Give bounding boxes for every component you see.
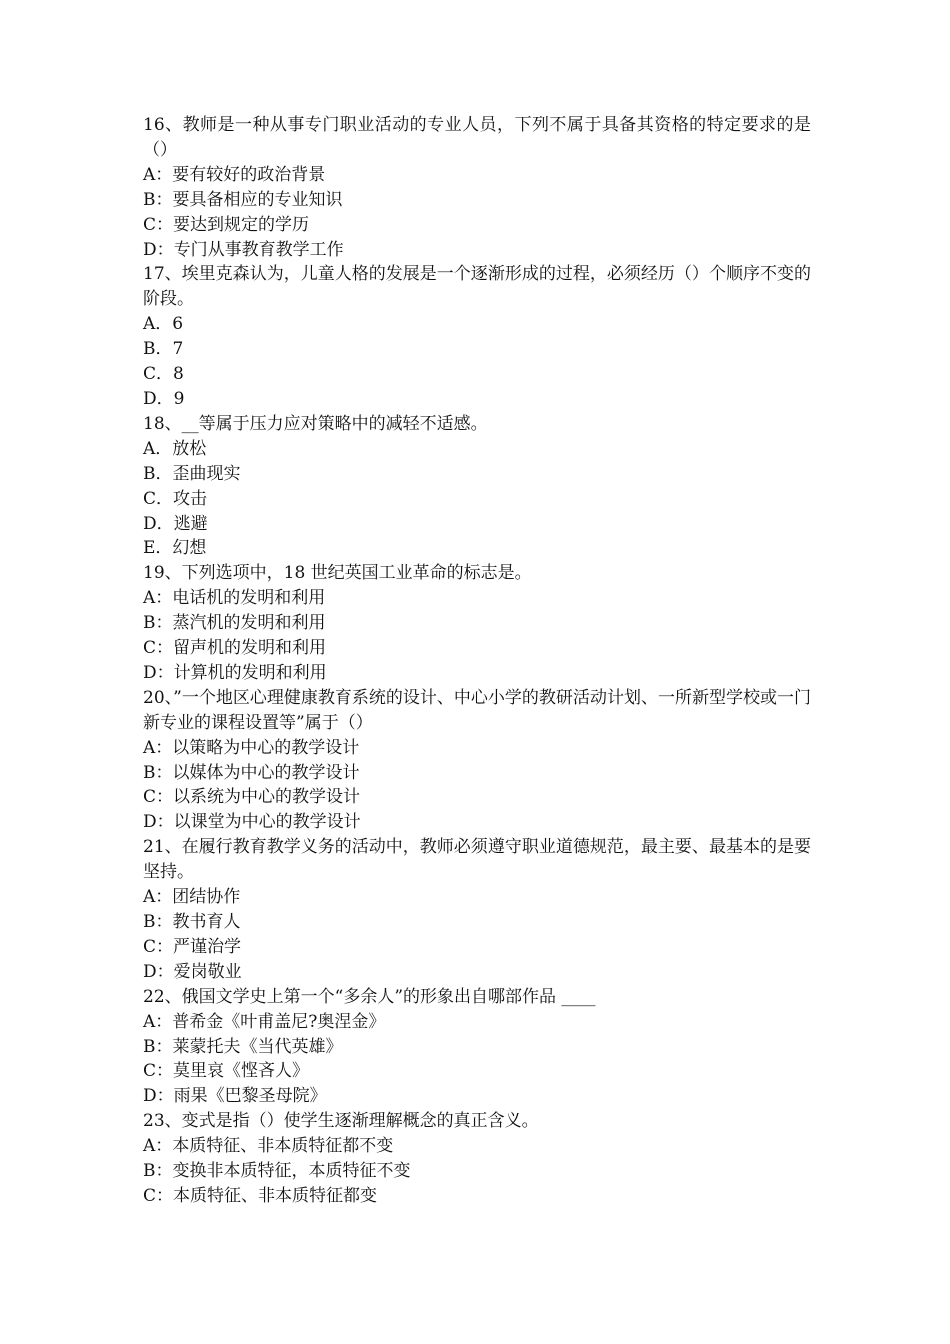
option-c: C：要达到规定的学历 [143, 214, 310, 235]
question-text: 18、__等属于压力应对策略中的减轻不适感。 [143, 413, 488, 434]
question-16 [143, 113, 811, 262]
question-19 [143, 561, 811, 686]
option-c: C．攻击 [143, 488, 208, 509]
option-a: A：以策略为中心的教学设计 [143, 737, 360, 758]
option-d: D：计算机的发明和利用 [143, 662, 327, 683]
option-list [143, 1134, 811, 1209]
option-a: A：要有较好的政治背景 [143, 164, 326, 185]
question-22 [143, 985, 811, 1110]
option-b: B．歪曲现实 [143, 463, 241, 484]
question-text: 19、下列选项中，18 世纪英国工业革命的标志是。 [143, 563, 532, 584]
question-23 [143, 1109, 811, 1209]
option-b: B：变换非本质特征，本质特征不变 [143, 1161, 411, 1182]
option-a: A：电话机的发明和利用 [143, 588, 326, 609]
option-list [143, 885, 811, 985]
option-b: B：蒸汽机的发明和利用 [143, 613, 326, 634]
option-list [143, 312, 811, 412]
question-21 [143, 835, 811, 984]
option-d: D：以课堂为中心的教学设计 [143, 812, 361, 833]
question-text: 16、教师是一种从事专门职业活动的专业人员，下列不属于具备其资格的特定要求的是（） [143, 115, 811, 160]
option-list [143, 586, 811, 686]
question-text: 20、”一个地区心理健康教育系统的设计、中心小学的教研活动计划、一所新型学校或一门新专业的课程设置等”属于（） [143, 687, 811, 733]
question-text: 23、变式是指（）使学生逐渐理解概念的真正含义。 [143, 1111, 539, 1132]
option-c: C：严谨治学 [143, 936, 242, 957]
option-a: A：普希金《叶甫盖尼?奥涅金》 [143, 1011, 386, 1032]
question-text: 21、在履行教育教学义务的活动中，教师必须遵守职业道德规范，最主要、最基本的是要坚持。 [143, 837, 811, 883]
option-c: C：莫里哀《悭吝人》 [143, 1061, 310, 1082]
option-list [143, 437, 811, 562]
option-a: A：本质特征、非本质特征都不变 [143, 1136, 394, 1157]
option-list [143, 736, 811, 836]
question-text: 22、俄国文学史上第一个“多余人”的形象出自哪部作品 ____ [143, 986, 596, 1007]
option-b: B：要具备相应的专业知识 [143, 189, 343, 210]
option-d: D：雨果《巴黎圣母院》 [143, 1086, 327, 1107]
question-20 [143, 686, 811, 835]
option-b: B：以媒体为中心的教学设计 [143, 762, 360, 783]
option-a: A．放松 [143, 438, 207, 459]
option-d: D：专门从事教育教学工作 [143, 239, 344, 260]
option-d: D．逃避 [143, 513, 208, 534]
question-text: 17、埃里克森认为，儿童人格的发展是一个逐渐形成的过程，必须经历（）个顺序不变的阶段。 [143, 264, 811, 310]
option-d: D．9 [143, 388, 185, 409]
option-b: B：教书育人 [143, 912, 241, 932]
option-a: A：团结协作 [143, 887, 241, 908]
option-list [143, 1010, 811, 1110]
option-b: B．7 [143, 339, 184, 360]
option-c: C：以系统为中心的教学设计 [143, 787, 361, 808]
option-a: A．6 [143, 314, 184, 335]
option-c: C：留声机的发明和利用 [143, 638, 327, 659]
question-17 [143, 262, 811, 411]
question-18 [143, 412, 811, 561]
document-page [143, 113, 811, 1209]
option-list [143, 163, 811, 263]
option-e: E．幻想 [143, 538, 207, 559]
option-d: D：爱岗敬业 [143, 961, 242, 982]
option-c: C．8 [143, 364, 184, 385]
option-c: C：本质特征、非本质特征都变 [143, 1185, 378, 1206]
option-b: B：莱蒙托夫《当代英雄》 [143, 1036, 343, 1057]
